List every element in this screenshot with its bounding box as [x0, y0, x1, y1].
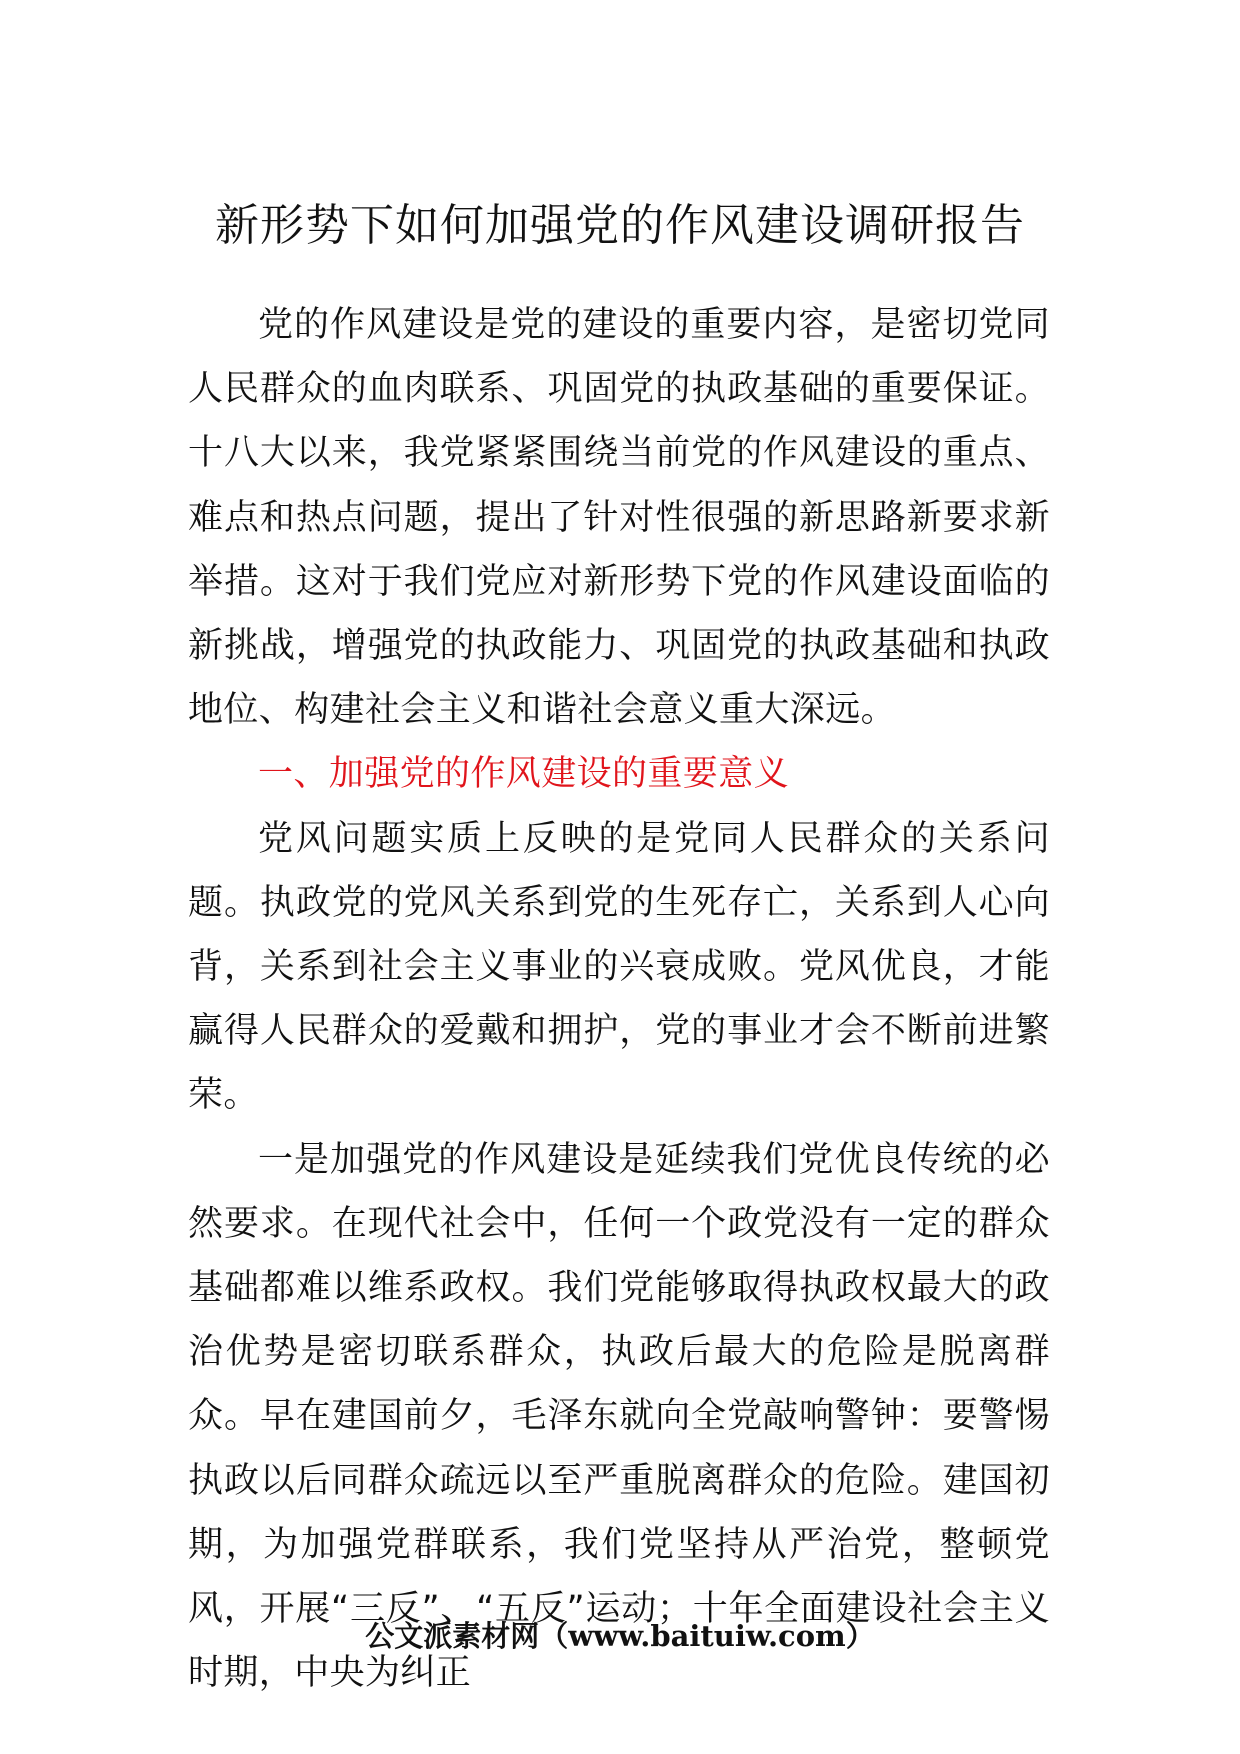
section-heading-1: 一、加强党的作风建设的重要意义	[258, 754, 790, 795]
body-paragraph-1: 党风问题实质上反映的是党同人民群众的关系问题。执政党的党风关系到党的生死存亡，关系到人心向背，关系到社会主义事业的兴衰成败。党风优良，才能赢得人民群众的爱戴和拥护，党的事业才会不断前进繁荣。	[188, 818, 1050, 1116]
body-paragraph-2: 一是加强党的作风建设是延续我们党优良传统的必然要求。在现代社会中，任何一个政党没有一定的群众基础都难以维系政权。我们党能够取得执政权最大的政治优势是密切联系群众，执政后最大的危险是脱离群众。早在建国前夕，毛泽东就向全党敲响警钟：要警惕执政以后同群众疏远以至严重脱离群众的危险。建国初期，为加强党群联系，我们党坚持从严治党，整顿党风，开展“三反”、“五反”运动；十年全面建设社会主义时期，中央为纠正	[188, 1139, 1050, 1694]
footer-watermark: 公文派素材网（www.baituiw.com）	[365, 1619, 875, 1653]
document-body	[188, 293, 1050, 1705]
intro-paragraph: 党的作风建设是党的建设的重要内容，是密切党同人民群众的血肉联系、巩固党的执政基础的重要保证。十八大以来，我党紧紧围绕当前党的作风建设的重点、难点和热点问题，提出了针对性很强的新思路新要求新举措。这对于我们党应对新形势下党的作风建设面临的新挑战，增强党的执政能力、巩固党的执政基础和执政地位、构建社会主义和谐社会意义重大深远。	[188, 305, 1050, 731]
document-title: 新形势下如何加强党的作风建设调研报告	[215, 200, 1025, 251]
